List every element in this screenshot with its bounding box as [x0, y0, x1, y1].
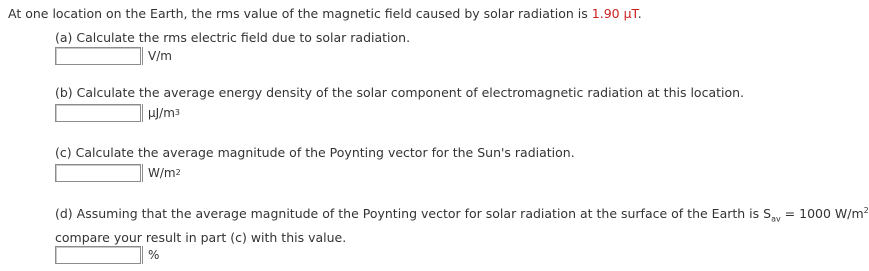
- part-b-answer-input[interactable]: [55, 104, 141, 122]
- problem-intro: [8, 6, 642, 22]
- part-c-question: (c) Calculate the average magnitude of the Poynting vector for the Sun's radiation.: [55, 145, 575, 160]
- part-c-answer-input[interactable]: [55, 164, 141, 182]
- part-d-answer-input[interactable]: [55, 246, 141, 264]
- part-a-answer-input[interactable]: [55, 47, 141, 65]
- part-c-unit: W/m 2: [142, 164, 181, 182]
- part-a-unit: [142, 47, 172, 65]
- part-d-unit: [142, 246, 159, 264]
- part-d-value-text: = 1000 W/m: [780, 206, 864, 221]
- part-d-question: [55, 206, 869, 222]
- part-b-unit-base: µJ/m: [148, 106, 175, 120]
- part-d-subscript-av: av: [771, 214, 781, 224]
- intro-period: .: [637, 6, 642, 21]
- part-d-question-line2: compare your result in part (c) with this value.: [55, 230, 347, 245]
- part-d-answer-row: [55, 246, 159, 264]
- part-a-unit-text: V/m: [148, 49, 172, 63]
- part-b-unit: µJ/m 3: [142, 104, 180, 122]
- part-b-question: (b) Calculate the average energy density of the solar component of electromagnetic radiation at this location.: [55, 85, 745, 100]
- part-d-question-text: (d) Assuming that the average magnitude of the Poynting vector for solar radiation at the surface of the Earth is S: [55, 206, 772, 221]
- part-d-unit-exponent: 2: [863, 205, 869, 215]
- part-c-unit-base: W/m: [148, 166, 176, 180]
- part-a-answer-row: [55, 47, 172, 65]
- part-d-unit-text: %: [148, 248, 160, 262]
- intro-text: At one location on the Earth, the rms value of the magnetic field caused by solar radiation is: [8, 6, 588, 21]
- part-c-answer-row: [55, 164, 181, 182]
- part-b-answer-row: [55, 104, 180, 122]
- magnetic-field-value: 1.90 µT: [591, 6, 638, 21]
- part-a-question: (a) Calculate the rms electric field due to solar radiation.: [55, 30, 411, 45]
